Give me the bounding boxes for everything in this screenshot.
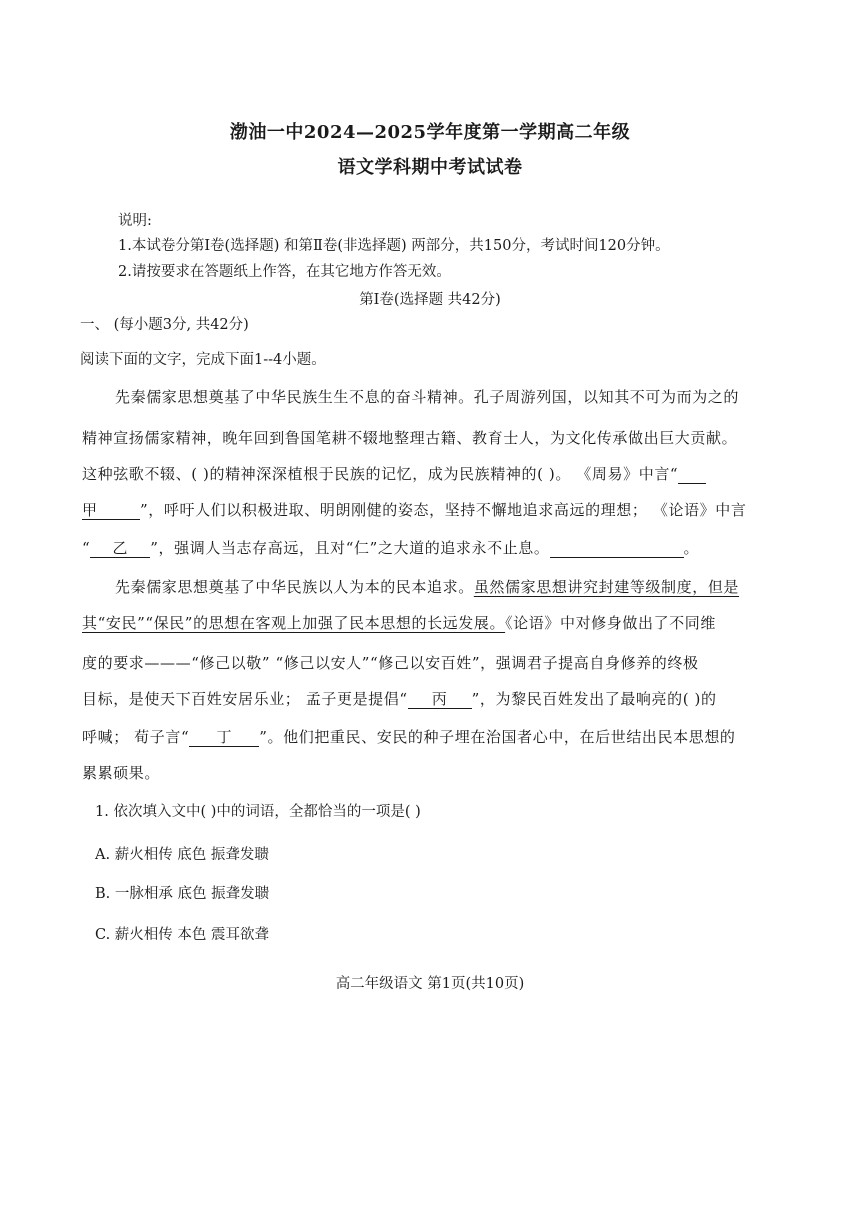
passage-line — [82, 612, 716, 634]
blank-ding: 丁 — [189, 728, 259, 747]
question1-option-a: A. 薪火相传 底色 振聋发聩 — [95, 847, 269, 863]
blank-underline — [678, 465, 706, 484]
exam-title-line1: 渤油一中2024—2025学年度第一学期高二年级 — [229, 122, 631, 143]
instruction-item-2: 2.请按要求在答题纸上作答，在其它地方作答无效。 — [118, 264, 451, 280]
passage-line — [115, 576, 739, 598]
blank-underline — [126, 501, 140, 520]
blank-yi: 乙 — [90, 539, 150, 558]
instruction-item-1: 1.本试卷分第Ⅰ卷(选择题) 和第Ⅱ卷(非选择题) 两部分，共150分，考试时间120分钟。 — [118, 238, 670, 254]
passage-text: 这种弦歌不辍、( )的精神深深植根于民族的记忆，成为民族精神的( )。 《周易》中言“ — [82, 465, 679, 483]
blank-bing: 丙 — [408, 690, 472, 709]
passage-line — [82, 463, 706, 485]
passage-line: 先秦儒家思想奠基了中华民族生生不息的奋斗精神。孔子周游列国，以知其不可为而为之的 — [115, 388, 740, 406]
passage-text: ”，呼吁人们以积极进取、明朗刚健的姿态，坚持不懈地追求高远的理想； 《论语》中言 — [140, 501, 747, 519]
part1-title: 第Ⅰ卷(选择题 共42分) — [359, 292, 501, 308]
question1-option-b: B. 一脉相承 底色 振聋发聩 — [95, 886, 270, 902]
underlined-sentence: 其“安民”“保民”的思想在客观上加强了民本思想的长远发展。 — [82, 614, 506, 632]
passage-line: 精神宣扬儒家精神，晚年回到鲁国笔耕不辍地整理古籍、教育士人，为文化传承做出巨大贡献。 — [82, 429, 738, 447]
passage-line: 度的要求———“修己以敬” “修己以安人”“修己以安百姓”，强调君子提高自身修养的终极 — [82, 654, 699, 672]
passage-text: ”，强调人当志存高远，且对“仁”之大道的追求永不止息。 — [150, 539, 550, 557]
passage-line — [82, 499, 746, 521]
passage-text: 《论语》中对修身做出了不同维 — [505, 614, 716, 632]
passage-text: ”，为黎民百姓发出了最响亮的( )的 — [471, 690, 717, 708]
passage-line — [82, 688, 717, 710]
section1-intro: 阅读下面的文字，完成下面1--4小题。 — [80, 352, 326, 368]
passage-text: 呼喊； 荀子言“ — [82, 728, 190, 746]
passage-line: 累累硕果。 — [82, 764, 161, 782]
passage-text: 先秦儒家思想奠基了中华民族以人为本的民本追求。 — [115, 578, 474, 596]
section1-heading: 一、 (每小题3分, 共42分) — [80, 317, 249, 333]
blank-jia: 甲 — [82, 501, 126, 520]
question1-stem: 1. 依次填入文中( )中的词语，全都恰当的一项是( ) — [95, 804, 421, 820]
page-footer: 高二年级语文 第1页(共10页) — [335, 976, 525, 992]
answer-underline — [550, 539, 684, 558]
passage-text: “ — [82, 539, 91, 557]
passage-line — [82, 726, 736, 748]
passage-text: 目标，是使天下百姓安居乐业； 孟子更是提倡“ — [82, 690, 408, 708]
passage-text: 。 — [683, 539, 700, 557]
instructions-label: 说明: — [118, 213, 152, 229]
exam-title-line2: 语文学科期中考试试卷 — [337, 157, 523, 178]
passage-text: ”。他们把重民、安民的种子埋在治国者心中，在后世结出民本思想的 — [259, 728, 736, 746]
question1-option-c: C. 薪火相传 本色 震耳欲聋 — [95, 927, 270, 943]
passage-line — [82, 537, 699, 559]
underlined-sentence: 虽然儒家思想讲究封建等级制度，但是 — [473, 578, 740, 596]
